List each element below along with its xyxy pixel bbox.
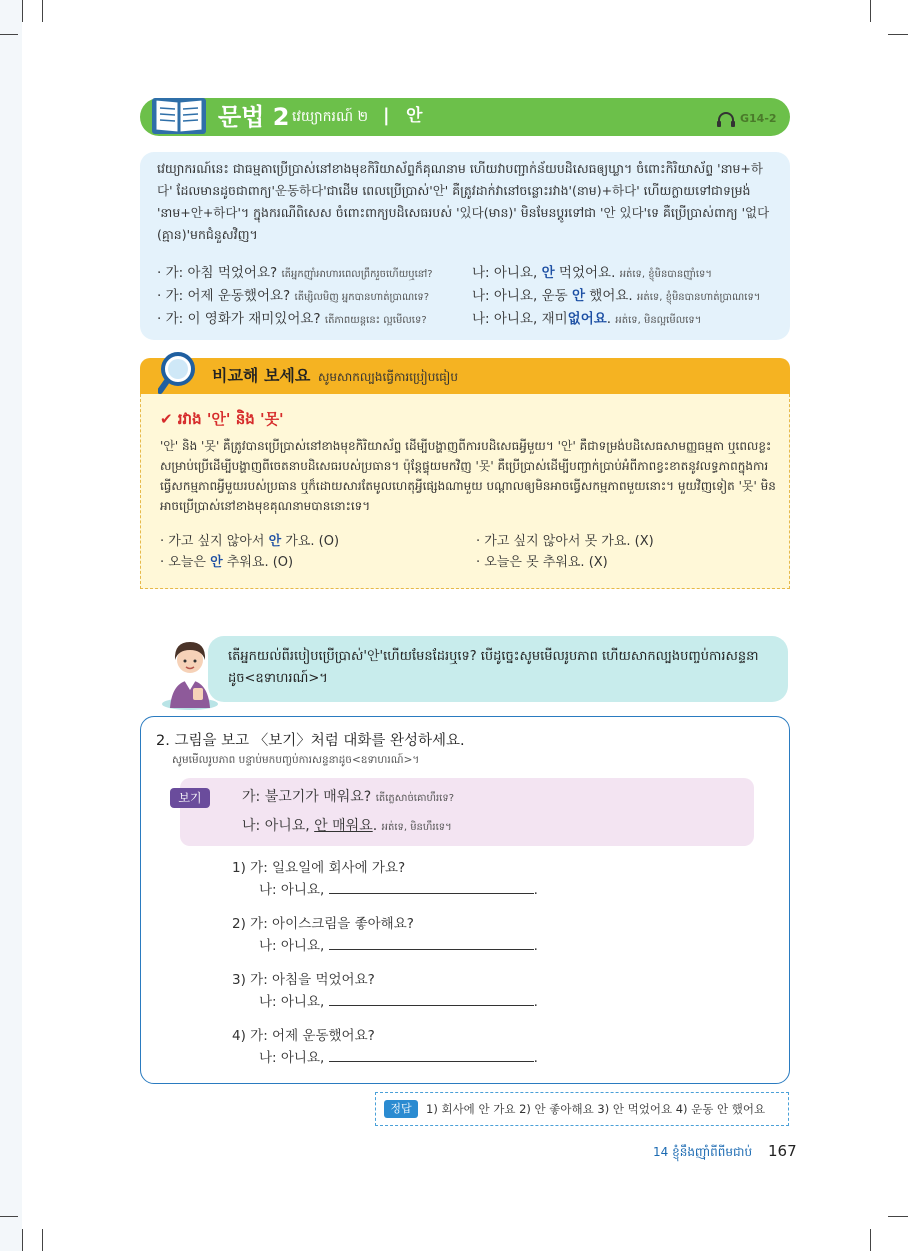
exercise-title: 2. 그림을 보고 〈보기〉처럼 대화를 완성하세요.	[156, 733, 465, 749]
teacher-avatar	[160, 630, 220, 710]
example-answer: 나: 아니요, 안 먹었어요. អត់ទេ, ខ្ញុំមិនបានញ៉ាំទេ។	[472, 265, 712, 281]
answer-key-label: 정답	[384, 1100, 418, 1118]
crop-mark	[42, 1229, 43, 1251]
audio-track-code[interactable]: G14-2	[740, 112, 777, 125]
example-answer: 나: 아니요, 운동 안 했어요. អត់ទេ, ខ្ញុំមិនបានហាត់ប្រាណទេ។	[472, 288, 761, 304]
compare-example: · 가고 싶지 않아서 못 가요. (X)	[476, 534, 654, 549]
question-2: 2) 가: 아이스크림을 좋아해요?	[232, 916, 414, 932]
example-answer: 나: 아니요, 안 매워요. អត់ទេ, មិនហឹរទេ។	[242, 818, 452, 834]
answer-key-text: 1) 회사에 안 가요 2) 안 좋아해요 3) 안 먹었어요 4) 운동 안 했어요	[426, 1102, 766, 1116]
exercise-instruction: សូមមើលរូបភាព បន្ទាប់មកបញ្ចប់ការសន្ទនាដូច<ឧទាហរណ៍>។	[172, 754, 420, 766]
compare-heading: ✔ រវាង '안' និង '못'	[160, 410, 284, 428]
answer-blank-3[interactable]: 나: 아니요, .	[259, 994, 538, 1010]
crop-mark	[0, 34, 18, 35]
compare-example: · 오늘은 안 추워요. (O)	[160, 555, 294, 570]
grammar-explanation-text: វេយ្យាករណ៍នេះ ជាធម្មតាប្រើប្រាស់នៅខាងមុខកិរិយាស័ព្ទក៏គុណនាម ហើយវាបញ្ជាក់ន័យបដិសេធឲ្យឃ្លា។ ចំពោះកិរិយាស័ព្ទ 'នាម+하다' ដែលមានដូចជាពាក្យ'운동하다'ជាដើម ពេលប្រើប្រាស់'안' គឺត្រូវដាក់វានៅចន្លោះរវាង'(នាម)+하다' ហើយក្លាយទៅជាទម្រង់ 'នាម+안+하다'។ ក្នុងករណីពិសេស ចំពោះពាក្យបដិសេធរបស់ '있다(មាន)' មិនមែនប្តូរទៅជា '안 있다'ទេ គឺប្រើប្រាស់ពាក្យ '없다(គ្មាន)'មកជំនួសវិញ។	[157, 161, 770, 242]
example-question: 가: 불고기가 매워요? តើភ្លេសាច់គោហឹរទេ?	[242, 789, 455, 805]
answer-blank-2[interactable]: 나: 아니요, .	[259, 938, 538, 954]
headphones-icon[interactable]	[716, 111, 736, 127]
question-1: 1) 가: 일요일에 회사에 가요?	[232, 860, 406, 876]
example-label: 보기	[170, 788, 210, 808]
compare-title: 비교해 보세요	[212, 366, 311, 385]
crop-mark	[870, 0, 871, 22]
question-4: 4) 가: 어제 운동했어요?	[232, 1028, 375, 1044]
example-question: · 가: 어제 운동했어요? តើម្សិលមិញ អ្នកបានហាត់ប្រាណទេ?	[157, 288, 430, 304]
open-book-icon	[150, 92, 208, 136]
crop-mark	[22, 1229, 23, 1251]
magnifier-icon	[158, 350, 204, 396]
crop-mark	[0, 1216, 18, 1217]
chapter-footer: 14 ខ្ញុំនឹងញ៉ាំពីពីមជាប់	[653, 1145, 753, 1159]
grammar-title: 문법 2	[218, 103, 290, 131]
page-number: 167	[768, 1142, 797, 1160]
crop-mark	[888, 1216, 908, 1217]
answer-blank-4[interactable]: 나: 아니요, .	[259, 1050, 538, 1066]
crop-mark	[42, 0, 43, 22]
page-margin-strip	[0, 0, 22, 1251]
example-question: · 가: 아침 먹었어요? តើអ្នកញ៉ាំអាហារពេលព្រឹករួចហើយឬនៅ?	[157, 265, 433, 281]
answer-blank-1[interactable]: 나: 아니요, .	[259, 882, 538, 898]
grammar-subtitle: វេយ្យាករណ៍ ២	[292, 109, 369, 125]
example-question: · 가: 이 영화가 재미있어요? តើភាពយន្តនេះ ល្អមើលទេ?	[157, 311, 427, 327]
compare-text: '안' និង '못' គឺត្រូវបានប្រើប្រាស់នៅខាងមុខកិរិយាស័ព្ទ ដើម្បីបង្ហាញពីការបដិសេធអ្វីមួយ។ '안' គឺជាទម្រង់បដិសេធសាមញ្ញធម្មតា ឬពេលខ្លះសម្រាប់ប្រើដើម្បីបង្ហាញពីចេតនាបដិសេធរបស់ប្រធាន។ ប៉ុន្តែផ្ទុយមកវិញ '못' គឺប្រើប្រាស់ដើម្បីបញ្ជាក់ប្រាប់អំពីភាពខ្វះខាតនូវលទ្ធភាពក្នុងការធ្វើសកម្មភាពអ្វីមួយរបស់ប្រធាន ឬក៏ដោយសារតែមូលហេតុអ្វីផ្សេងណាមួយ បណ្តាលឲ្យមិនអាចធ្វើសកម្មភាពមួយនោះ។ មួយវិញទៀត '못' មិនអាចប្រើប្រាស់នៅខាងមុខគុណនាមបាននោះទេ។	[160, 439, 776, 513]
crop-mark	[22, 0, 23, 22]
compare-subtitle: សូមសាកល្បងធ្វើការប្រៀបធៀប	[318, 370, 458, 384]
question-3: 3) 가: 아침을 먹었어요?	[232, 972, 375, 988]
speech-text: តើអ្នកយល់ពីរបៀបប្រើប្រាស់'안'ហើយមែនដែរឬទេ? បើដូច្នេះសូមមើលរូបភាព ហើយសាកល្បងបញ្ចប់ការសន្ទនាដូច<ឧទាហរណ៍>។	[228, 649, 759, 686]
crop-mark	[870, 1229, 871, 1251]
crop-mark	[888, 34, 908, 35]
compare-example: · 오늘은 못 추워요. (X)	[476, 555, 608, 570]
header-separator: |	[383, 105, 390, 126]
compare-example: · 가고 싶지 않아서 안 가요. (O)	[160, 534, 340, 549]
grammar-point: 안	[406, 106, 423, 126]
example-answer: 나: 아니요, 재미없어요. អត់ទេ, មិនល្អមើលទេ។	[472, 311, 702, 327]
